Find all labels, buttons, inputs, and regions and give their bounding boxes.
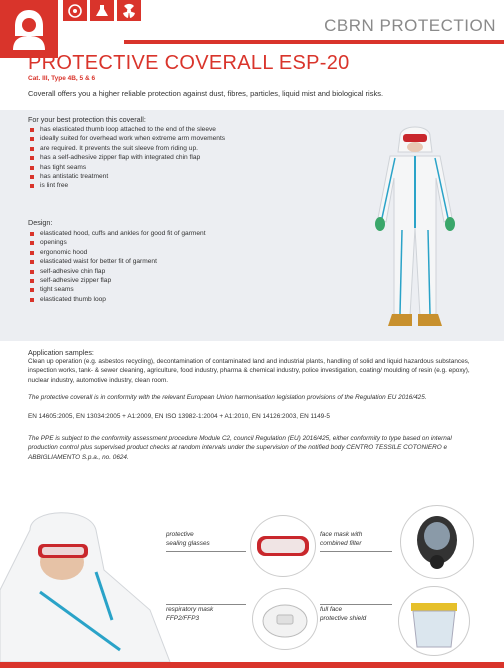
product-title: PROTECTIVE COVERALL ESP-20 (28, 52, 350, 74)
list-item: has a self-adhesive zipper flap with integrated chin flap (28, 153, 225, 162)
list-item: has elasticated thumb loop attached to the end of the sleeve (28, 125, 225, 134)
list-item: is lint free (28, 181, 225, 190)
callout-face-mask: face mask with combined filter (320, 531, 363, 547)
biohazard-icon (63, 0, 87, 21)
section-label: CBRN PROTECTION (324, 16, 496, 35)
list-item: are required. It prevents the suit sleeve from riding up. (28, 144, 225, 153)
list-item: tight seams (28, 285, 206, 294)
ppe-text: The PPE is subject to the conformity assessment procedure Module C2, council Regulation (EU) 2016/425, either conformity to type based on internal production control plus supervised product checks at random intervals under the supervision of the notified body CENTRO TESSILE COTONIERO e ABBIGLIAMENTO S.p.a., no. 0624. (28, 435, 452, 461)
callout-line (320, 551, 392, 552)
list-item: openings (28, 238, 206, 247)
list-item: self-adhesive chin flap (28, 267, 206, 276)
standards-text: EN 14605:2005, EN 13034:2005 + A1:2009, EN ISO 13982-1:2004 + A1:2010, EN 14126:2003, EN 1149-5 (28, 413, 330, 420)
respiratory-mask-photo (252, 588, 318, 650)
face-mask-photo (400, 505, 474, 579)
face-shield-photo (398, 586, 470, 656)
callout-face-shield: full face protective shield (320, 606, 367, 622)
list-item: ideally suited for overhead work when extreme arm movements (28, 134, 225, 143)
features-list (28, 125, 225, 191)
application-text: Clean up operation (e.g. asbestos recycling), decontamination of contaminated land and industrial plants, handling of solid and liquid hazardous substances, inspection works, tank- & sewer cleaning, agriculture, food industry, pharma & chemical industry, police investigation, coating/ moulding of resin (e.g. epoxy), nuclear industry, automotive industry, clean room. (28, 358, 470, 384)
callout-line (166, 604, 246, 605)
design-list (28, 229, 206, 304)
product-intro: Coverall offers you a higher reliable protection against dust, fibres, particles, liquid mist and biological risks. (28, 89, 384, 98)
design-heading: Design: (28, 218, 53, 227)
hooded-person-icon (0, 0, 58, 58)
hazard-icons (0, 0, 144, 58)
product-subtitle: Cat. III, Type 4B, 5 & 6 (28, 75, 96, 82)
list-item: elasticated hood, cuffs and ankles for good fit of garment (28, 229, 206, 238)
application-heading: Application samples: (28, 348, 94, 357)
callout-sealing-glasses: protective sealing glasses (166, 531, 210, 547)
radiation-icon (117, 0, 141, 21)
features-heading: For your best protection this coverall: (28, 115, 146, 124)
callout-line (166, 551, 246, 552)
footer-rule (0, 662, 504, 668)
worker-photo (0, 500, 180, 662)
coverall-figure (360, 118, 470, 338)
callout-respiratory-mask: respiratory mask FFP2/FFP3 (166, 606, 214, 622)
sealing-glasses-photo (250, 515, 316, 577)
header-rule (124, 40, 504, 44)
list-item: elasticated thumb loop (28, 295, 206, 304)
list-item: has tight seams (28, 163, 225, 172)
list-item: has antistatic treatment (28, 172, 225, 181)
list-item: self-adhesive zipper flap (28, 276, 206, 285)
list-item: elasticated waist for better fit of garment (28, 257, 206, 266)
callout-line (320, 604, 392, 605)
list-item: ergonomic hood (28, 248, 206, 257)
conformity-text: The protective coverall is in conformity with the relevant European Union harmonisation legislation provisions of the Regulation EU 2016/425. (28, 394, 427, 401)
chemical-icon (90, 0, 114, 21)
